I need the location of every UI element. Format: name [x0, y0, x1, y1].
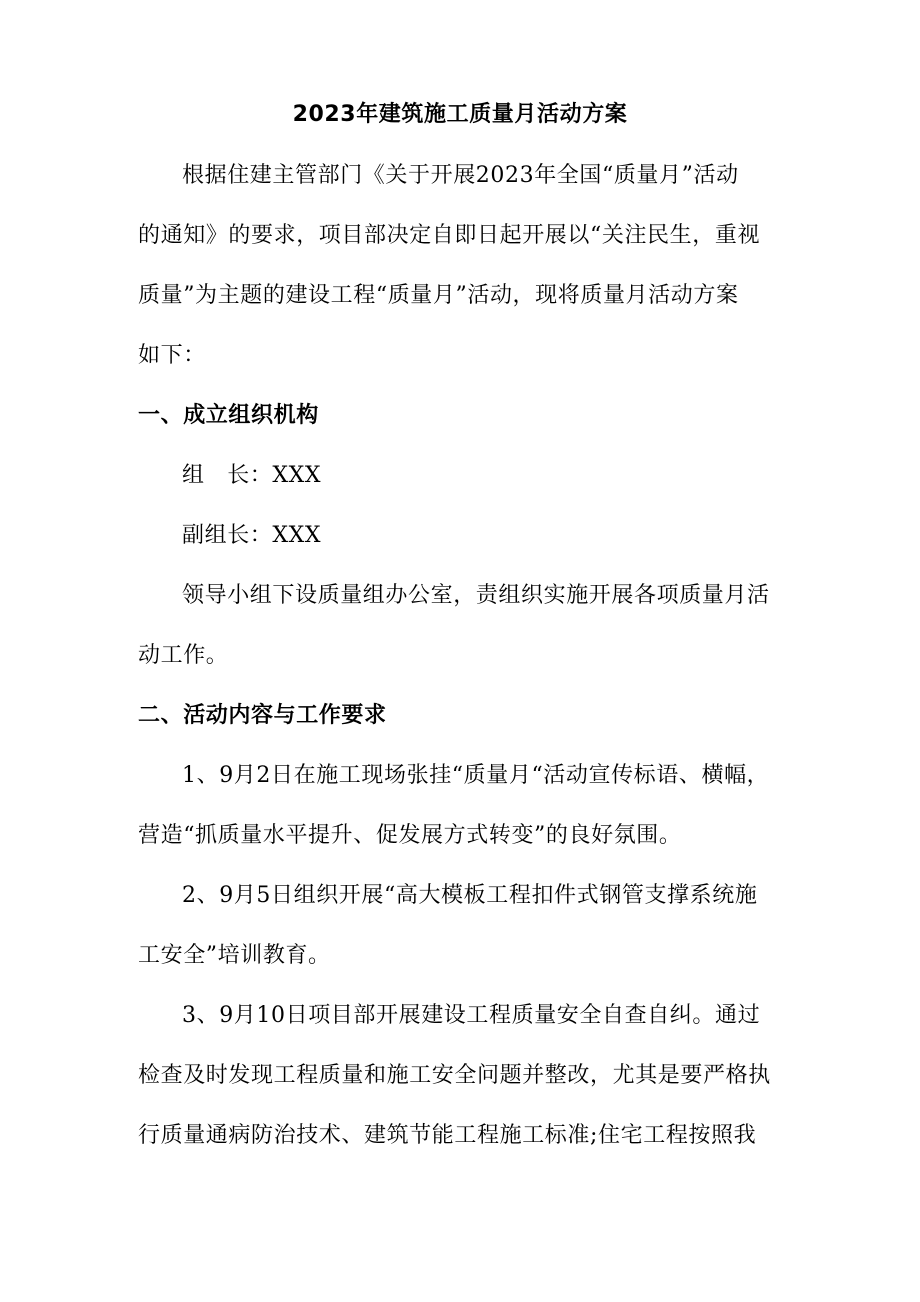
intro-line: 的通知》的要求，项目部决定自即日起开展以“关注民生，重视 — [138, 223, 761, 248]
section-1-heading: 一、成立组织机构 — [138, 403, 319, 428]
deputy-leader-line: 副组长：XXX — [182, 523, 322, 548]
intro-line: 如下： — [138, 343, 206, 368]
item-3-line: 检查及时发现工程质量和施工安全问题并整改，尤其是要严格执 — [138, 1063, 771, 1088]
item-2-line: 工安全”培训教育。 — [138, 943, 331, 968]
intro-line: 质量”为主题的建设工程“质量月”活动，现将质量月活动方案 — [138, 283, 739, 308]
item-2-line: 2、9月5日组织开展“高大模板工程扣件式钢管支撑系统施 — [182, 883, 758, 908]
item-3-line: 行质量通病防治技术、建筑节能工程施工标准;住宅工程按照我 — [138, 1123, 757, 1148]
intro-line: 根据住建主管部门《关于开展2023年全国“质量月”活动 — [182, 163, 739, 188]
section-2 — [138, 686, 798, 1166]
section-1 — [138, 386, 798, 686]
office-line: 动工作。 — [138, 643, 229, 668]
document-title: 2023年建筑施工质量月活动方案 — [292, 102, 628, 127]
item-1-line: 营造“抓质量水平提升、促发展方式转变”的良好氛围。 — [138, 823, 682, 848]
item-1-line: 1、9月2日在施工现场张挂“质量月“活动宣传标语、横幅， — [182, 763, 770, 788]
section-2-heading: 二、活动内容与工作要求 — [138, 703, 387, 728]
item-3-line: 3、9月10日项目部开展建设工程质量安全自查自纠。通过 — [182, 1003, 761, 1028]
document-body — [138, 146, 798, 1166]
intro-paragraph — [138, 146, 798, 386]
leader-line: 组 长：XXX — [182, 463, 322, 488]
office-line: 领导小组下设质量组办公室，责组织实施开展各项质量月活 — [182, 583, 770, 608]
